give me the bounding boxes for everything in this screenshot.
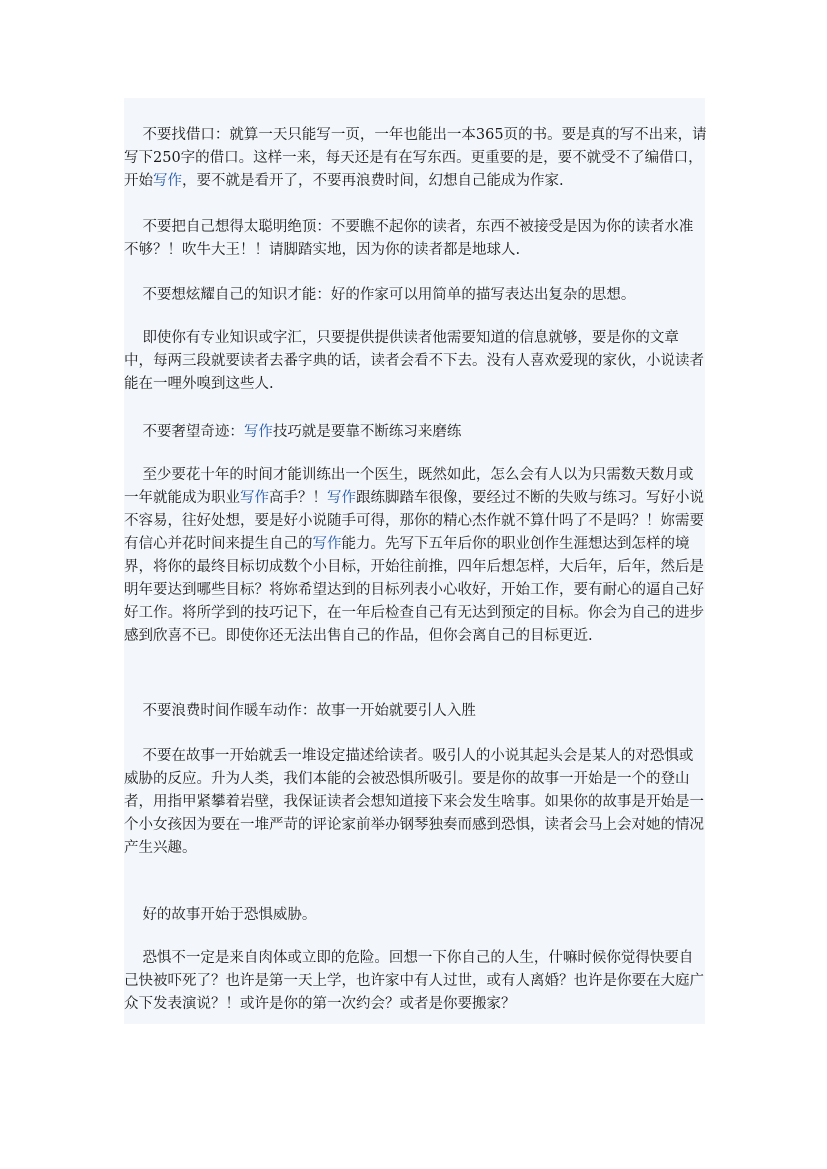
paragraph-fear-sources (124, 924, 707, 1039)
paragraph-ten-years (124, 441, 707, 671)
writing-link[interactable]: 写作 (153, 173, 182, 189)
document-text-block (124, 98, 705, 1024)
text-segment: 好的故事开始于恐惧威胁。 (142, 907, 317, 923)
writing-link[interactable]: 写作 (243, 424, 273, 440)
text-segment: 即使你有专业知识或字汇，只要提供提供读者他需要知道的信息就够，要是你的文章中，每两三段就要读者去番字典的话，读者会看不下去。没有人喜欢爱现的家伙，小说读者能在一哩外嗅到这些人. (124, 330, 704, 392)
text-segment: ，要不就是看开了，不要再浪费时间，幻想自己能成为作家. (182, 173, 564, 189)
text-segment: 至少要花十年的时间才能训练出一个医生，既然如此，怎么会有人以为只需数天数月或一年就能成为职业 (124, 467, 694, 506)
text-segment: 不要想炫耀自己的知识才能：好的作家可以用简单的描写表达出复杂的思想。 (142, 287, 636, 303)
text-segment: 高手？！ (269, 490, 327, 506)
text-segment: 跟练脚踏车很像，要经过不断的失败与练习。写好小说不容易，往好处想，要是好小说随手可得，那你的精心杰作就不算什吗了不是吗？！妳需要有信心并花时间来提生自己的 (124, 490, 704, 552)
text-segment: 不要浪费时间作暖车动作：故事一开始就要引人入胜 (142, 703, 476, 719)
text-segment: 不要在故事一开始就丢一堆设定描述给读者。吸引人的小说其起头会是某人的对恐惧或威胁的反应。升为人类，我们本能的会被恐惧所吸引。要是你的故事一开始是一个的登山者，用指甲紧攀着岩壁，我保证读者会想知道接下来会发生啥事。如果你的故事是开始是一个小女孩因为要在一堆严苛的评论家前举办钢琴独奏而感到恐惧，读者会马上会对她的情况产生兴趣。 (124, 748, 704, 856)
text-segment: 恐惧不一定是来自肉体或立即的危险。回想一下你自己的人生，什嘛时候你觉得快要自己快被吓死了？也许是第一天上学，也许家中有人过世，或有人离婚？也许是你要在大庭广众下发表演说？！或许是你的第一次约会？或者是你要搬家？ (124, 950, 704, 1012)
text-segment: 不要奢望奇迹： (142, 424, 244, 440)
text-segment: 不要把自己想得太聪明绝顶：不要瞧不起你的读者，东西不被接受是因为你的读者水准不够？！吹牛大王！！请脚踏实地，因为你的读者都是地球人. (124, 219, 694, 258)
text-segment: 能力。先写下五年后你的职业创作生涯想达到怎样的境界，将你的最终目标切成数个小目标，开始往前推，四年后想怎样，大后年，后年，然后是明年要达到哪些目标？将妳希望达到的目标列表小心收好，开始工作，要有耐心的逼自己好好工作。将所学到的技巧记下，在一年后检查自己有无达到预定的目标。你会为自己的进步感到欣喜不已。即使你还无法出售自己的作品，但你会离自己的目标更近. (124, 536, 704, 644)
paragraph-story-opening (124, 722, 707, 883)
writing-link[interactable]: 写作 (240, 490, 269, 506)
writing-link[interactable]: 写作 (327, 490, 356, 506)
text-segment: 不要找借口：就算一天只能写一页，一年也能出一本365页的书。要是真的写不出来，请写下250字的借口。这样一来，每天还是有在写东西。更重要的是，要不就受不了编借口，开始 (124, 127, 707, 189)
writing-link[interactable]: 写作 (312, 536, 342, 552)
text-segment: 技巧就是要靠不断练习来磨练 (272, 424, 462, 440)
